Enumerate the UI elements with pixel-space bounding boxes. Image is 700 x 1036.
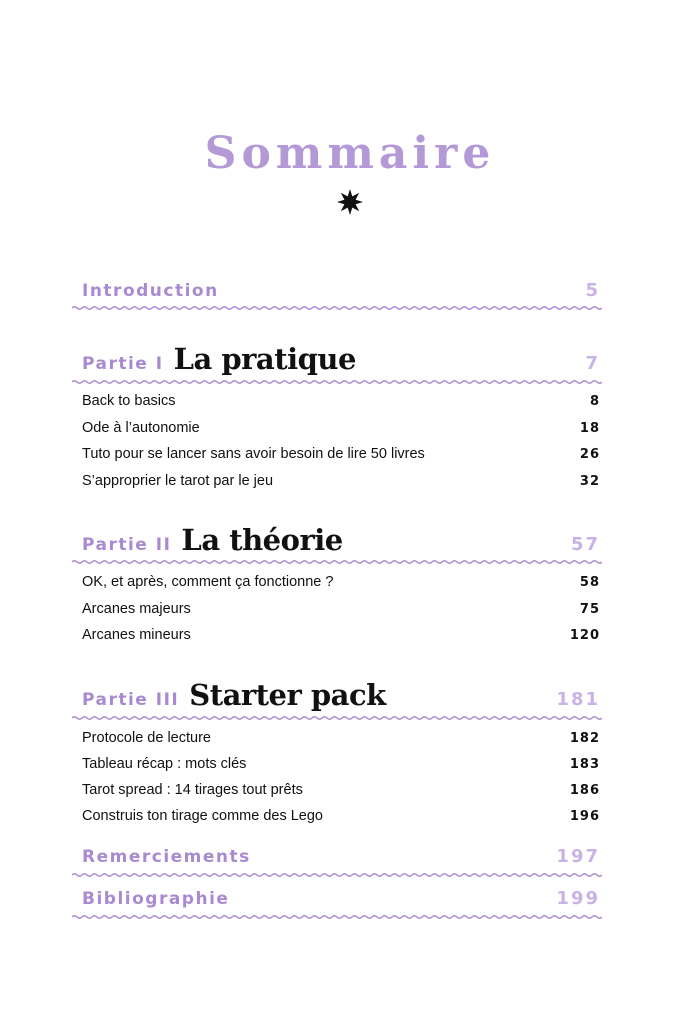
entry-page: 182 bbox=[569, 731, 600, 746]
page-title: Sommaire bbox=[204, 128, 496, 179]
part-header-1[interactable] bbox=[82, 342, 600, 376]
toc-entry[interactable] bbox=[82, 574, 600, 590]
wave-line bbox=[72, 307, 602, 310]
toc-entry[interactable] bbox=[82, 473, 600, 489]
entry-text: S’approprier le tarot par le jeu bbox=[82, 473, 274, 489]
entry-text: Arcanes majeurs bbox=[82, 601, 191, 617]
entry-page: 32 bbox=[579, 474, 600, 489]
part-3-title: Starter pack bbox=[189, 678, 386, 712]
toc-entry[interactable] bbox=[82, 446, 600, 462]
entry-page: 58 bbox=[579, 575, 600, 590]
part-1-title: La pratique bbox=[173, 342, 356, 376]
remerciements-page: 197 bbox=[556, 846, 600, 867]
star-icon bbox=[336, 188, 364, 216]
entry-page: 8 bbox=[589, 394, 600, 409]
toc-entry[interactable] bbox=[82, 730, 600, 746]
part-header-2[interactable] bbox=[82, 523, 600, 557]
toc-remerciements[interactable] bbox=[82, 846, 600, 867]
wavy-divider bbox=[72, 713, 602, 723]
entry-text: Tarot spread : 14 tirages tout prêts bbox=[82, 782, 303, 798]
entry-text: Ode à l’autonomie bbox=[82, 420, 200, 436]
part-3-label: Partie III bbox=[82, 690, 180, 710]
entry-text: Protocole de lecture bbox=[82, 730, 211, 746]
entry-page: 196 bbox=[569, 809, 600, 824]
part-3-page: 181 bbox=[556, 689, 600, 710]
wave-line bbox=[72, 561, 602, 564]
wave-line bbox=[72, 874, 602, 877]
entry-page: 120 bbox=[569, 628, 600, 643]
part-2-title: La théorie bbox=[181, 523, 343, 557]
entry-text: Construis ton tirage comme des Lego bbox=[82, 808, 323, 824]
part-1-label: Partie I bbox=[82, 354, 164, 374]
wavy-divider bbox=[72, 557, 602, 567]
wavy-divider bbox=[72, 303, 602, 313]
entry-text: Arcanes mineurs bbox=[82, 627, 191, 643]
entry-text: Tableau récap : mots clés bbox=[82, 756, 247, 772]
entry-page: 186 bbox=[569, 783, 600, 798]
toc-entry[interactable] bbox=[82, 756, 600, 772]
part-2-page: 57 bbox=[570, 534, 600, 555]
bibliographie-page: 199 bbox=[556, 888, 600, 909]
remerciements-label: Remerciements bbox=[82, 847, 251, 867]
wave-line bbox=[72, 717, 602, 720]
toc-entry[interactable] bbox=[82, 808, 600, 824]
introduction-page: 5 bbox=[585, 280, 600, 301]
wave-line bbox=[72, 381, 602, 384]
entry-page: 26 bbox=[579, 447, 600, 462]
part-1-page: 7 bbox=[585, 353, 600, 374]
toc-introduction[interactable] bbox=[82, 280, 600, 301]
toc-entry[interactable] bbox=[82, 393, 600, 409]
toc-bibliographie[interactable] bbox=[82, 888, 600, 909]
entry-page: 18 bbox=[579, 421, 600, 436]
entry-text: Tuto pour se lancer sans avoir besoin de lire 50 livres bbox=[82, 446, 425, 462]
wavy-divider bbox=[72, 377, 602, 387]
toc-entry[interactable] bbox=[82, 420, 600, 436]
entry-page: 75 bbox=[579, 602, 600, 617]
toc-entry[interactable] bbox=[82, 782, 600, 798]
part-2-label: Partie II bbox=[82, 535, 172, 555]
part-header-3[interactable] bbox=[82, 678, 600, 712]
toc-entry[interactable] bbox=[82, 627, 600, 643]
toc-entry[interactable] bbox=[82, 601, 600, 617]
introduction-label: Introduction bbox=[82, 281, 219, 301]
wavy-divider bbox=[72, 870, 602, 880]
bibliographie-label: Bibliographie bbox=[82, 889, 230, 909]
entry-page: 183 bbox=[569, 757, 600, 772]
wavy-divider bbox=[72, 912, 602, 922]
entry-text: OK, et après, comment ça fonctionne ? bbox=[82, 574, 334, 590]
wave-line bbox=[72, 916, 602, 919]
entry-text: Back to basics bbox=[82, 393, 176, 409]
